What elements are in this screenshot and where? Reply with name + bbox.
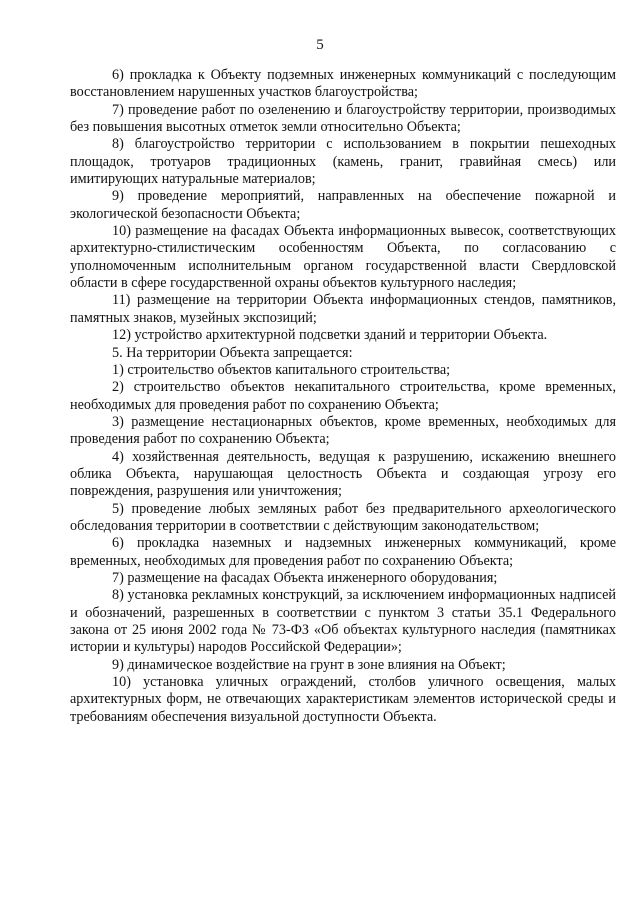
- document-body: [70, 67, 616, 726]
- list-item: 11) размещение на территории Объекта информационных стендов, памятников, памятных знаков, музейных экспозиций;: [70, 292, 616, 326]
- list-item: 6) прокладка к Объекту подземных инженерных коммуникаций с последующим восстановлением нарушенных участков благоустройства;: [70, 67, 616, 101]
- page-number: 5: [316, 37, 324, 53]
- list-item: 10) установка уличных ограждений, столбов уличного освещения, малых архитектурных форм, не отвечающих характеристикам элементов исторической среды и требованиям обеспечения визуальной доступности Объекта.: [70, 674, 616, 725]
- list-item: 7) размещение на фасадах Объекта инженерного оборудования;: [112, 569, 498, 586]
- list-item: 3) размещение нестационарных объектов, кроме временных, необходимых для проведения работ по сохранению Объекта;: [70, 413, 616, 448]
- list-item: 9) проведение мероприятий, направленных на обеспечение пожарной и экологической безопасности Объекта;: [70, 188, 616, 222]
- list-item: 7) проведение работ по озеленению и благоустройству территории, производимых без повышения высотных отметок земли относительно Объекта;: [70, 101, 616, 136]
- list-item: 12) устройство архитектурной подсветки зданий и территории Объекта.: [112, 327, 548, 344]
- section-heading: 5. На территории Объекта запрещается:: [112, 344, 353, 361]
- list-item: 10) размещение на фасадах Объекта информационных вывесок, соответствующих архитектурно-стилистическим особенностям Объекта, по согласованию с уполномоченным исполнительным органом государственной власти Свердловской области в сфере государственной охраны объектов культурного наследия;: [70, 223, 616, 292]
- list-item: 4) хозяйственная деятельность, ведущая к разрушению, искажению внешнего облика Объекта, нарушающая целостность Объекта и создающая угрозу его повреждения, разрушения или уничтожения;: [70, 448, 616, 500]
- list-item: 5) проведение любых земляных работ без предварительного археологического обследования территории в соответствии с действующим законодательством;: [70, 500, 616, 534]
- list-item: 9) динамическое воздействие на грунт в зоне влияния на Объект;: [112, 656, 506, 673]
- list-item: 1) строительство объектов капитального строительства;: [112, 361, 451, 378]
- list-item: 8) благоустройство территории с использованием в покрытии пешеходных площадок, тротуаров традиционных (камень, гранит, гравийная смесь) или имитирующих натуральные материалов;: [70, 136, 616, 188]
- list-item: 2) строительство объектов некапитального строительства, кроме временных, необходимых для проведения работ по сохранению Объекта;: [70, 379, 616, 413]
- list-item: 8) установка рекламных конструкций, за исключением информационных надписей и обозначений, разрешенных в соответствии с пунктом 3 статьи 35.1 Федерального закона от 25 июня 2002 года № 73-ФЗ «Об объектах культурного наследия (памятниках истории и культуры) народов Российской Федерации»;: [70, 587, 616, 656]
- list-item: 6) прокладка наземных и надземных инженерных коммуникаций, кроме временных, необходимых для проведения работ по сохранению Объекта;: [70, 535, 616, 569]
